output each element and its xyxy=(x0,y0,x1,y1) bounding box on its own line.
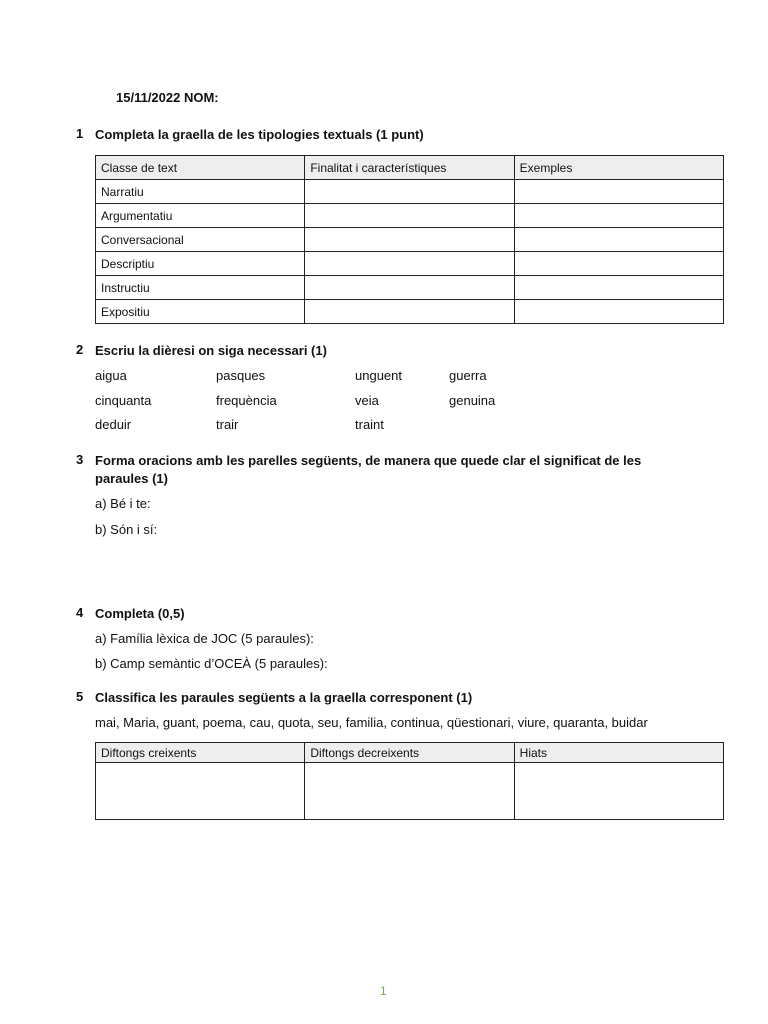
column-header: Diftongs creixents xyxy=(96,743,305,763)
word: aigua xyxy=(95,368,127,383)
row-label: Instructiu xyxy=(96,276,305,300)
question-1-number: 1 xyxy=(76,126,84,141)
column-header: Exemples xyxy=(514,156,723,180)
row-label: Argumentatiu xyxy=(96,204,305,228)
answer-cell[interactable] xyxy=(305,763,514,820)
word: traint xyxy=(355,417,384,432)
word-row xyxy=(95,368,555,393)
row-label: Narratiu xyxy=(96,180,305,204)
table-row xyxy=(96,763,724,820)
answer-cell[interactable] xyxy=(514,204,723,228)
row-label: Expositiu xyxy=(96,300,305,324)
word: unguent xyxy=(355,368,402,383)
word: deduir xyxy=(95,417,132,432)
answer-cell[interactable] xyxy=(514,300,723,324)
question-2-text: Escriu la dièresi on siga necessari (1) xyxy=(95,343,327,358)
word: frequència xyxy=(216,392,277,408)
answer-cell[interactable] xyxy=(305,276,514,300)
table-row xyxy=(96,204,724,228)
word-row xyxy=(95,417,555,442)
date-name-header: 15/11/2022 NOM: xyxy=(116,90,219,105)
question-3-number: 3 xyxy=(76,452,84,467)
answer-cell[interactable] xyxy=(514,180,723,204)
table-row xyxy=(96,276,724,300)
question-2-number: 2 xyxy=(76,342,84,357)
answer-cell[interactable] xyxy=(514,763,723,820)
page-number: 1 xyxy=(380,984,387,998)
word: veia xyxy=(355,392,379,408)
question-4-item-b: b) Camp semàntic d’OCEÀ (5 paraules): xyxy=(95,656,328,671)
question-3-text-line-1: Forma oracions amb les parelles següents, de manera que quede clar el significat de les xyxy=(95,453,642,468)
answer-cell[interactable] xyxy=(305,228,514,252)
row-label: Conversacional xyxy=(96,228,305,252)
table-row xyxy=(96,252,724,276)
answer-cell[interactable] xyxy=(514,228,723,252)
word: guerra xyxy=(449,368,487,383)
table-row xyxy=(96,180,724,204)
question-5-text: Classifica les paraules següents a la graella corresponent (1) xyxy=(95,690,473,705)
word: trair xyxy=(216,417,239,432)
column-header: Classe de text xyxy=(96,156,305,180)
word-row xyxy=(95,393,555,418)
answer-cell[interactable] xyxy=(96,763,305,820)
text-types-table xyxy=(95,155,724,324)
question-3-text-line-2: paraules (1) xyxy=(95,471,168,486)
question-5-word-list: mai, Maria, guant, poema, cau, quota, seu, familia, continua, qüestionari, viure, quaranta, buidar xyxy=(95,715,648,730)
table-header-row xyxy=(96,156,724,180)
answer-cell[interactable] xyxy=(305,252,514,276)
word: pasques xyxy=(216,368,266,383)
table-row xyxy=(96,300,724,324)
answer-cell[interactable] xyxy=(305,204,514,228)
answer-cell[interactable] xyxy=(305,180,514,204)
table-row xyxy=(96,228,724,252)
column-header: Hiats xyxy=(514,743,723,763)
question-3-item-b: b) Són i sí: xyxy=(95,522,158,537)
answer-cell[interactable] xyxy=(514,276,723,300)
question-4-item-a: a) Família lèxica de JOC (5 paraules): xyxy=(95,631,314,646)
answer-cell[interactable] xyxy=(514,252,723,276)
table-header-row xyxy=(96,743,724,763)
word: cinquanta xyxy=(95,392,152,408)
row-label: Descriptiu xyxy=(96,252,305,276)
word: genuina xyxy=(449,392,496,408)
question-5-number: 5 xyxy=(76,689,84,704)
column-header: Diftongs decreixents xyxy=(305,743,514,763)
question-4-text: Completa (0,5) xyxy=(95,606,185,621)
column-header: Finalitat i característiques xyxy=(305,156,514,180)
diphthong-table xyxy=(95,742,724,820)
diaeresis-word-list xyxy=(95,368,555,442)
question-3-item-a: a) Bé i te: xyxy=(95,496,151,511)
answer-cell[interactable] xyxy=(305,300,514,324)
question-1-text: Completa la graella de les tipologies textuals (1 punt) xyxy=(95,127,424,142)
question-4-number: 4 xyxy=(76,605,84,620)
